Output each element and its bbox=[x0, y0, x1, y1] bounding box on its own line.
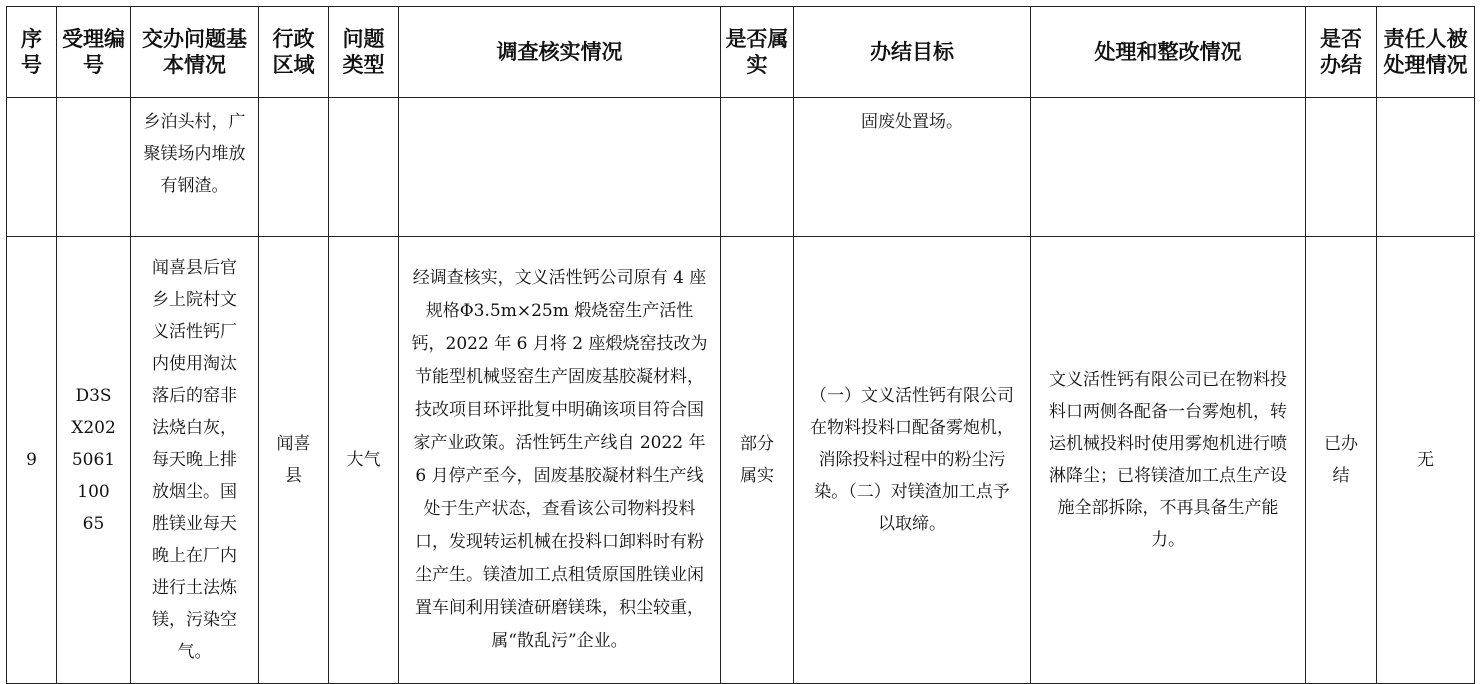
header-accept-no: 受理编号 bbox=[57, 7, 131, 98]
table-row bbox=[7, 98, 1475, 237]
header-row bbox=[7, 7, 1475, 98]
cell-responsible bbox=[1377, 98, 1475, 237]
cell-problem: 乡泊头村，广聚镁场内堆放有钢渣。 bbox=[131, 98, 259, 237]
cell-accept-no bbox=[57, 98, 131, 237]
cell-goal: 固废处置场。 bbox=[794, 98, 1031, 237]
cell-region bbox=[259, 98, 329, 237]
cell-seq: 9 bbox=[7, 237, 57, 684]
cell-problem: 闻喜县后官乡上院村文义活性钙厂内使用淘汰落后的窑非法烧白灰，每天晚上排放烟尘。国胜镁业每天晚上在厂内进行土法炼镁，污染空气。 bbox=[131, 237, 259, 684]
header-closed: 是否办结 bbox=[1306, 7, 1377, 98]
cell-type: 大气 bbox=[329, 237, 399, 684]
header-is-true: 是否属实 bbox=[721, 7, 794, 98]
header-goal: 办结目标 bbox=[794, 7, 1031, 98]
header-region: 行政区域 bbox=[259, 7, 329, 98]
header-investigation: 调查核实情况 bbox=[399, 7, 721, 98]
cell-is-true: 部分属实 bbox=[721, 237, 794, 684]
cell-investigation: 经调查核实，文义活性钙公司原有 4 座规格Φ3.5m×25m 煅烧窑生产活性钙，2022 年 6 月将 2 座煅烧窑技改为节能型机械竖窑生产固废基胶凝材料，技改项目环评批复中明确该项目符合国家产业政策。活性钙生产线自 2022 年 6 月停产至今，固废基胶凝材料生产线处于生产状态，查看该公司物料投料口，发现转运机械在投料口卸料时有粉尘产生。镁渣加工点租赁原国胜镁业闲置车间利用镁渣研磨镁珠，积尘较重，属“散乱污”企业。 bbox=[399, 237, 721, 684]
table-row bbox=[7, 237, 1475, 684]
cell-seq bbox=[7, 98, 57, 237]
cell-accept-no: D3SX2025061100 65 bbox=[57, 237, 131, 684]
header-rectify: 处理和整改情况 bbox=[1031, 7, 1306, 98]
cell-type bbox=[329, 98, 399, 237]
header-problem: 交办问题基本情况 bbox=[131, 7, 259, 98]
cell-region: 闻喜县 bbox=[259, 237, 329, 684]
cell-closed bbox=[1306, 98, 1377, 237]
cell-closed: 已办结 bbox=[1306, 237, 1377, 684]
petition-table bbox=[6, 6, 1475, 684]
cell-investigation bbox=[399, 98, 721, 237]
cell-responsible: 无 bbox=[1377, 237, 1475, 684]
header-responsible: 责任人被处理情况 bbox=[1377, 7, 1475, 98]
cell-rectify: 文义活性钙有限公司已在物料投料口两侧各配备一台雾炮机，转运机械投料时使用雾炮机进行喷淋降尘；已将镁渣加工点生产设施全部拆除，不再具备生产能力。 bbox=[1031, 237, 1306, 684]
cell-goal: （一）文义活性钙有限公司在物料投料口配备雾炮机，消除投料过程中的粉尘污染。（二）对镁渣加工点予以取缔。 bbox=[794, 237, 1031, 684]
header-seq: 序号 bbox=[7, 7, 57, 98]
cell-rectify bbox=[1031, 98, 1306, 237]
cell-is-true bbox=[721, 98, 794, 237]
header-type: 问题类型 bbox=[329, 7, 399, 98]
